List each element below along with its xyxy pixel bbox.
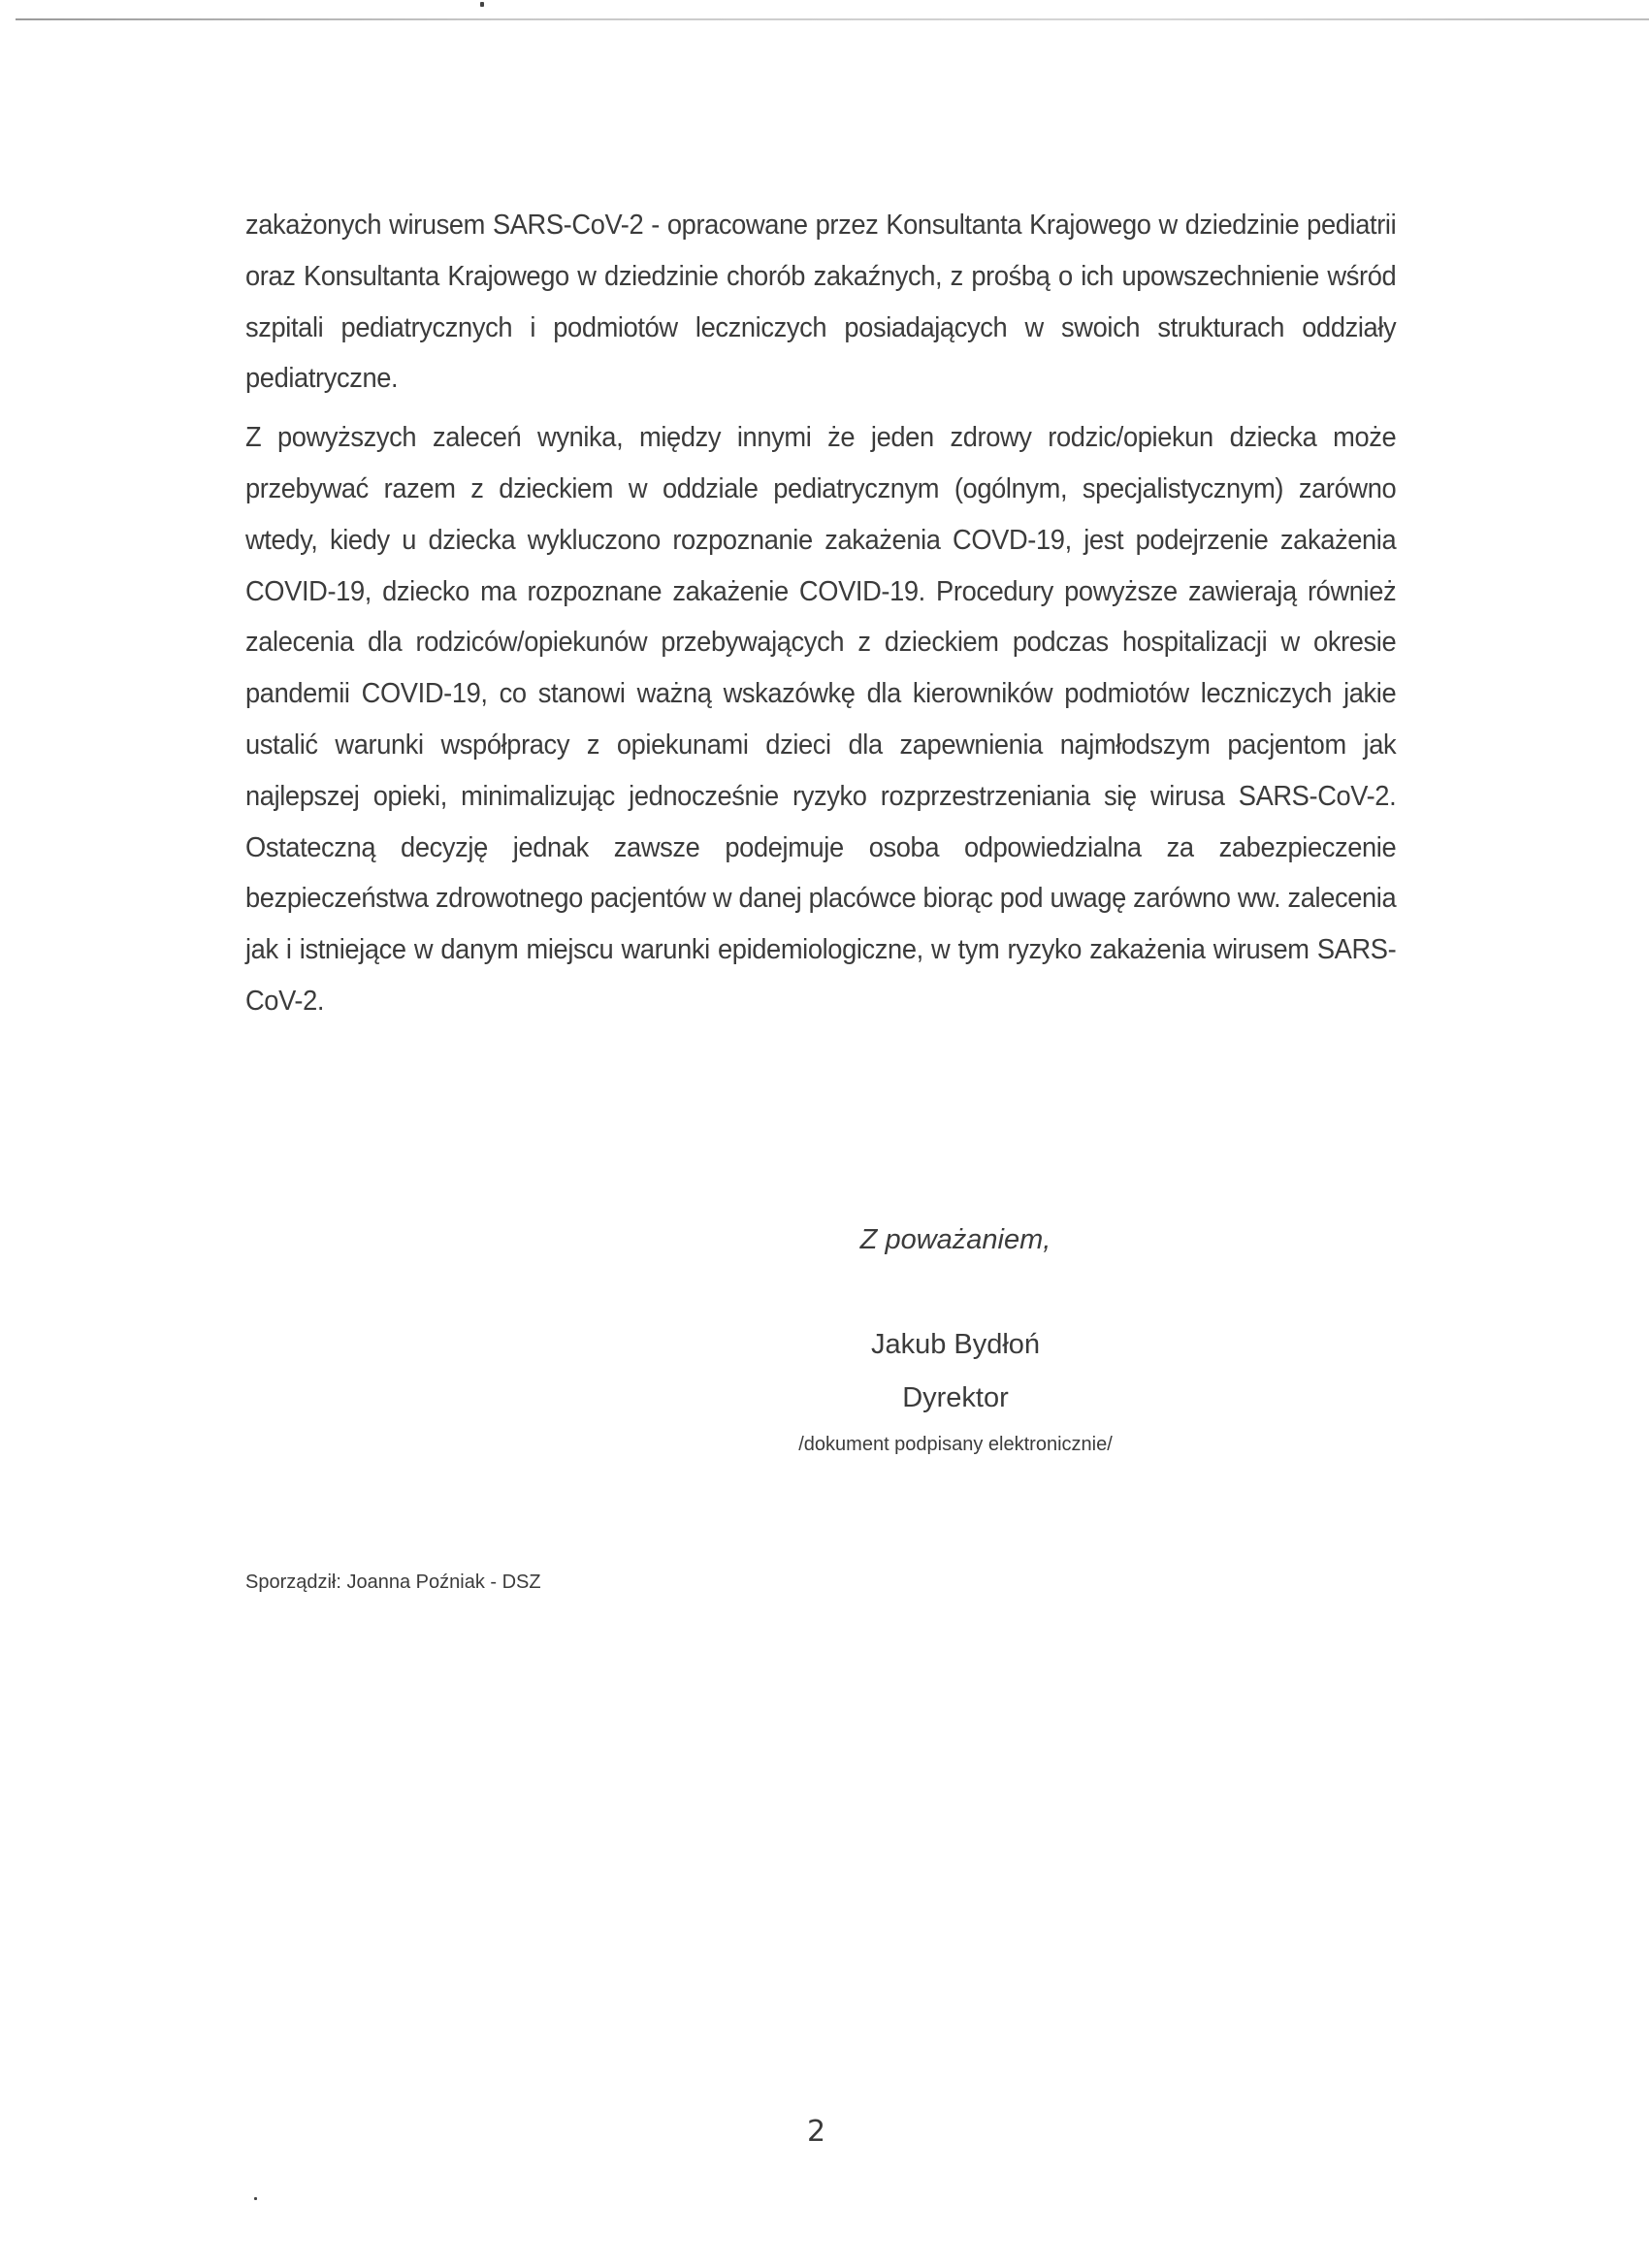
paragraph: zakażonych wirusem SARS-CoV-2 - opracowane przez Konsultanta Krajowego w dziedzinie pediatrii oraz Konsultanta Krajowego w dziedzinie chorób zakaźnych, z prośbą o ich upowszechnienie wśród szpitali pediatrycznych i podmiotów leczniczych posiadających w swoich strukturach oddziały pediatryczne. bbox=[245, 210, 1397, 395]
signer-name: Jakub Bydłoń bbox=[870, 1329, 1041, 1360]
scan-artifact bbox=[480, 2, 484, 7]
page-number: 2 bbox=[807, 2115, 826, 2149]
signature-note: /dokument podpisany elektronicznie/ bbox=[798, 1434, 1113, 1455]
paragraph: Z powyższych zaleceń wynika, między innymi że jeden zdrowy rodzic/opiekun dziecka może przebywać razem z dzieckiem w oddziale pediatrycznym (ogólnym, specjalistycznym) zarówno wtedy, kiedy u dziecka wykluczono rozpoznanie zakażenia COVD-19, jest podejrzenie zakażenia COVID-19, dziecko ma rozpoznane zakażenie COVID-19. Procedury powyższe zawierają również zalecenia dla rodziców/opiekunów przebywających z dzieckiem podczas hospitalizacji w okresie pandemii COVID-19, co stanowi ważną wskazówkę dla kierowników podmiotów leczniczych jakie ustalić warunki współpracy z opiekunami dzieci dla zapewnienia najmłodszym pacjentom jak najlepszej opieki, minimalizując jednocześnie ryzyko rozprzestrzeniania się wirusa SARS-CoV-2. Ostateczną decyzję jednak zawsze podejmuje osoba odpowiedzialna za zabezpieczenie bezpieczeństwa zdrowotnego pacjentów w danej placówce biorąc pod uwagę zarówno ww. zalecenia jak i istniejące w danym miejscu warunki epidemiologiczne, w tym ryzyko zakażenia wirusem SARS-CoV-2. bbox=[245, 422, 1397, 1017]
closing-greeting: Z poważaniem, bbox=[859, 1224, 1051, 1255]
prepared-by: Sporządził: Joanna Poźniak - DSZ bbox=[245, 1571, 541, 1593]
letter-body bbox=[245, 200, 1396, 1035]
signer-title: Dyrektor bbox=[902, 1382, 1009, 1413]
header-rule bbox=[16, 18, 1649, 20]
scan-artifact bbox=[254, 2197, 257, 2200]
